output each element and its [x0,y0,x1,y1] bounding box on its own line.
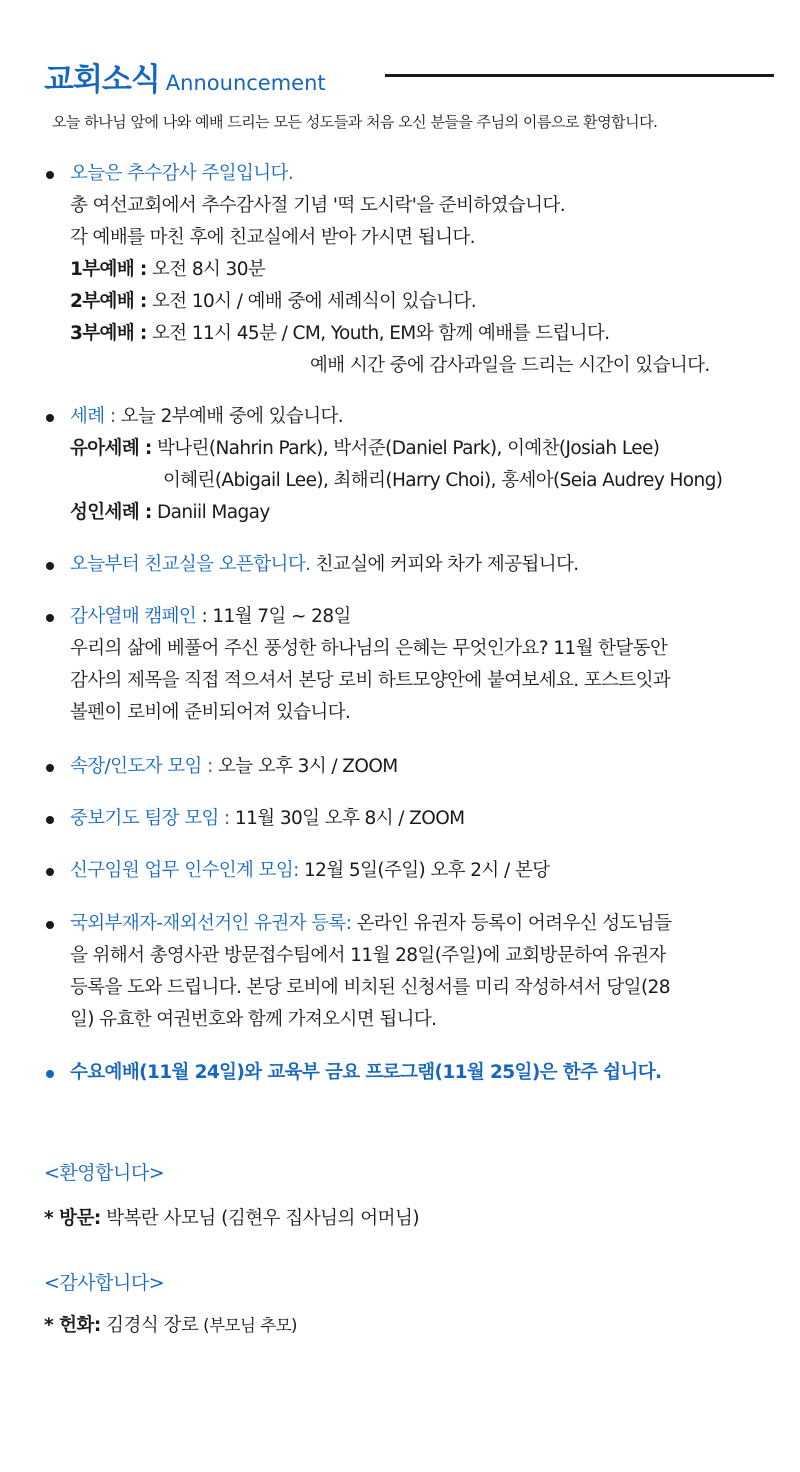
bullet-icon [46,921,54,929]
item-heading: 속장/인도자 모임 : [70,756,213,777]
welcome-heading: <환영합니다> [44,1162,165,1184]
item-line: 각 예배를 마친 후에 친교실에서 받아 가시면 됩니다. [70,227,475,248]
welcome-intro: 오늘 하나님 앞에 나와 예배 드리는 모든 성도들과 처음 오신 분들을 주님의 이름으로 환영합니다. [52,113,658,131]
item-heading: 세례 : [70,406,116,427]
list-item-schedule-break [70,1057,770,1089]
page-title: 교회소식 [44,62,160,98]
adult-names: Daniil Magay [151,502,270,523]
bullet-icon [46,414,54,422]
adult-baptism-row [70,497,770,529]
item-heading: 오늘은 추수감사 주일입니다. [70,163,294,184]
item-line: 예배 시간 중에 감사과일을 드리는 시간이 있습니다. [310,355,710,376]
item-text: : 11월 7일 ~ 28일 [196,606,351,627]
list-item-gratitude-campaign [70,601,770,729]
header-divider [385,74,774,77]
list-item-thanksgiving [70,158,770,382]
visit-label: * 방문: [44,1208,101,1229]
thanks-heading: <감사합니다> [44,1272,165,1294]
list-item-prayer-meeting [70,803,770,835]
item-first-line [70,803,770,835]
infant-label: 유아세례 : [70,438,152,459]
item-first-line [70,751,770,783]
service-label: 2부예배 : [70,291,147,312]
list-item-voter-registration [70,908,770,1036]
item-line: 볼펜이 로비에 준비되어져 있습니다. [70,702,351,723]
bullet-icon [46,562,54,570]
item-first-line [70,601,770,633]
welcome-row [44,1204,419,1230]
offering-label: * 헌화: [44,1315,101,1336]
list-item-officer-handover [70,855,770,887]
item-first-line [70,855,770,887]
item-first-line [70,908,770,940]
service-row [70,318,770,350]
page-subtitle: Announcement [165,71,326,95]
item-text: 오늘 2부예배 중에 있습니다. [115,406,344,427]
infant-names: 박나린(Nahrin Park), 박서준(Daniel Park), 이예찬(Josiah Lee) [151,438,660,459]
item-line: 우리의 삶에 베풀어 주신 풍성한 하나님의 은혜는 무엇인가요? 11월 한달동안 [70,638,668,659]
bullet-icon [46,171,54,179]
item-heading: 감사열매 캠페인 [70,606,197,627]
item-first-line [70,549,770,581]
bullet-icon [46,816,54,824]
item-heading: 중보기도 팀장 모임 : [70,808,230,829]
item-line: 일) 유효한 여권번호와 함께 가져오시면 됩니다. [70,1009,437,1030]
item-line: 감사의 제목을 직접 적으셔서 본당 로비 하트모양안에 붙여보세요. 포스트잇과 [70,670,671,691]
bullet-icon [46,1070,54,1078]
item-line: 을 위해서 총영사관 방문접수팀에서 11월 28일(주일)에 교회방문하여 유권자 [70,945,666,966]
bullet-icon [46,614,54,622]
visit-text: 박복란 사모님 (김현우 집사님의 어머님) [100,1208,420,1229]
service-row [70,286,770,318]
list-item-baptism [70,401,770,529]
item-line: 등록을 도와 드립니다. 본당 로비에 비치된 신청서를 미리 작성하셔서 당일(28 [70,977,670,998]
item-text: 오늘 오후 3시 / ZOOM [212,756,398,777]
infant-baptism-row [70,433,770,465]
service-row [70,254,770,286]
item-heading: 신구임원 업무 인수인계 모임: [70,860,299,881]
item-first-line [70,401,770,433]
list-item-leaders-meeting [70,751,770,783]
item-heading: 오늘부터 친교실을 오픈합니다. [70,554,311,575]
bullet-icon [46,868,54,876]
service-label: 1부예배 : [70,259,147,280]
service-text: 오전 10시 / 예배 중에 세례식이 있습니다. [146,291,477,312]
thanks-row [44,1311,297,1337]
item-text: 11월 30일 오후 8시 / ZOOM [229,808,465,829]
list-item-fellowship [70,549,770,581]
item-line: 총 여선교회에서 추수감사절 기념 '떡 도시락'을 준비하였습니다. [70,195,565,216]
offering-note: (부모님 추모) [198,1316,297,1335]
offering-text: 김경식 장로 [100,1315,199,1336]
item-heading: 국외부재자-재외선거인 유권자 등록: [70,913,352,934]
service-text: 오전 11시 45분 / CM, Youth, EM와 함께 예배를 드립니다. [146,323,610,344]
service-text: 오전 8시 30분 [146,259,266,280]
item-text: 12월 5일(주일) 오후 2시 / 본당 [298,860,550,881]
item-heading: 수요예배(11월 24일)와 교육부 금요 프로그램(11월 25일)은 한주 쉽니다. [70,1062,662,1083]
adult-label: 성인세례 : [70,502,152,523]
item-text: 친교실에 커피와 차가 제공됩니다. [310,554,579,575]
service-label: 3부예배 : [70,323,147,344]
bullet-icon [46,764,54,772]
infant-names-cont: 이혜린(Abigail Lee), 최해리(Harry Choi), 홍세아(Seia Audrey Hong) [163,470,723,491]
item-text: 온라인 유권자 등록이 어려우신 성도님들 [351,913,672,934]
announcement-header [44,54,774,98]
